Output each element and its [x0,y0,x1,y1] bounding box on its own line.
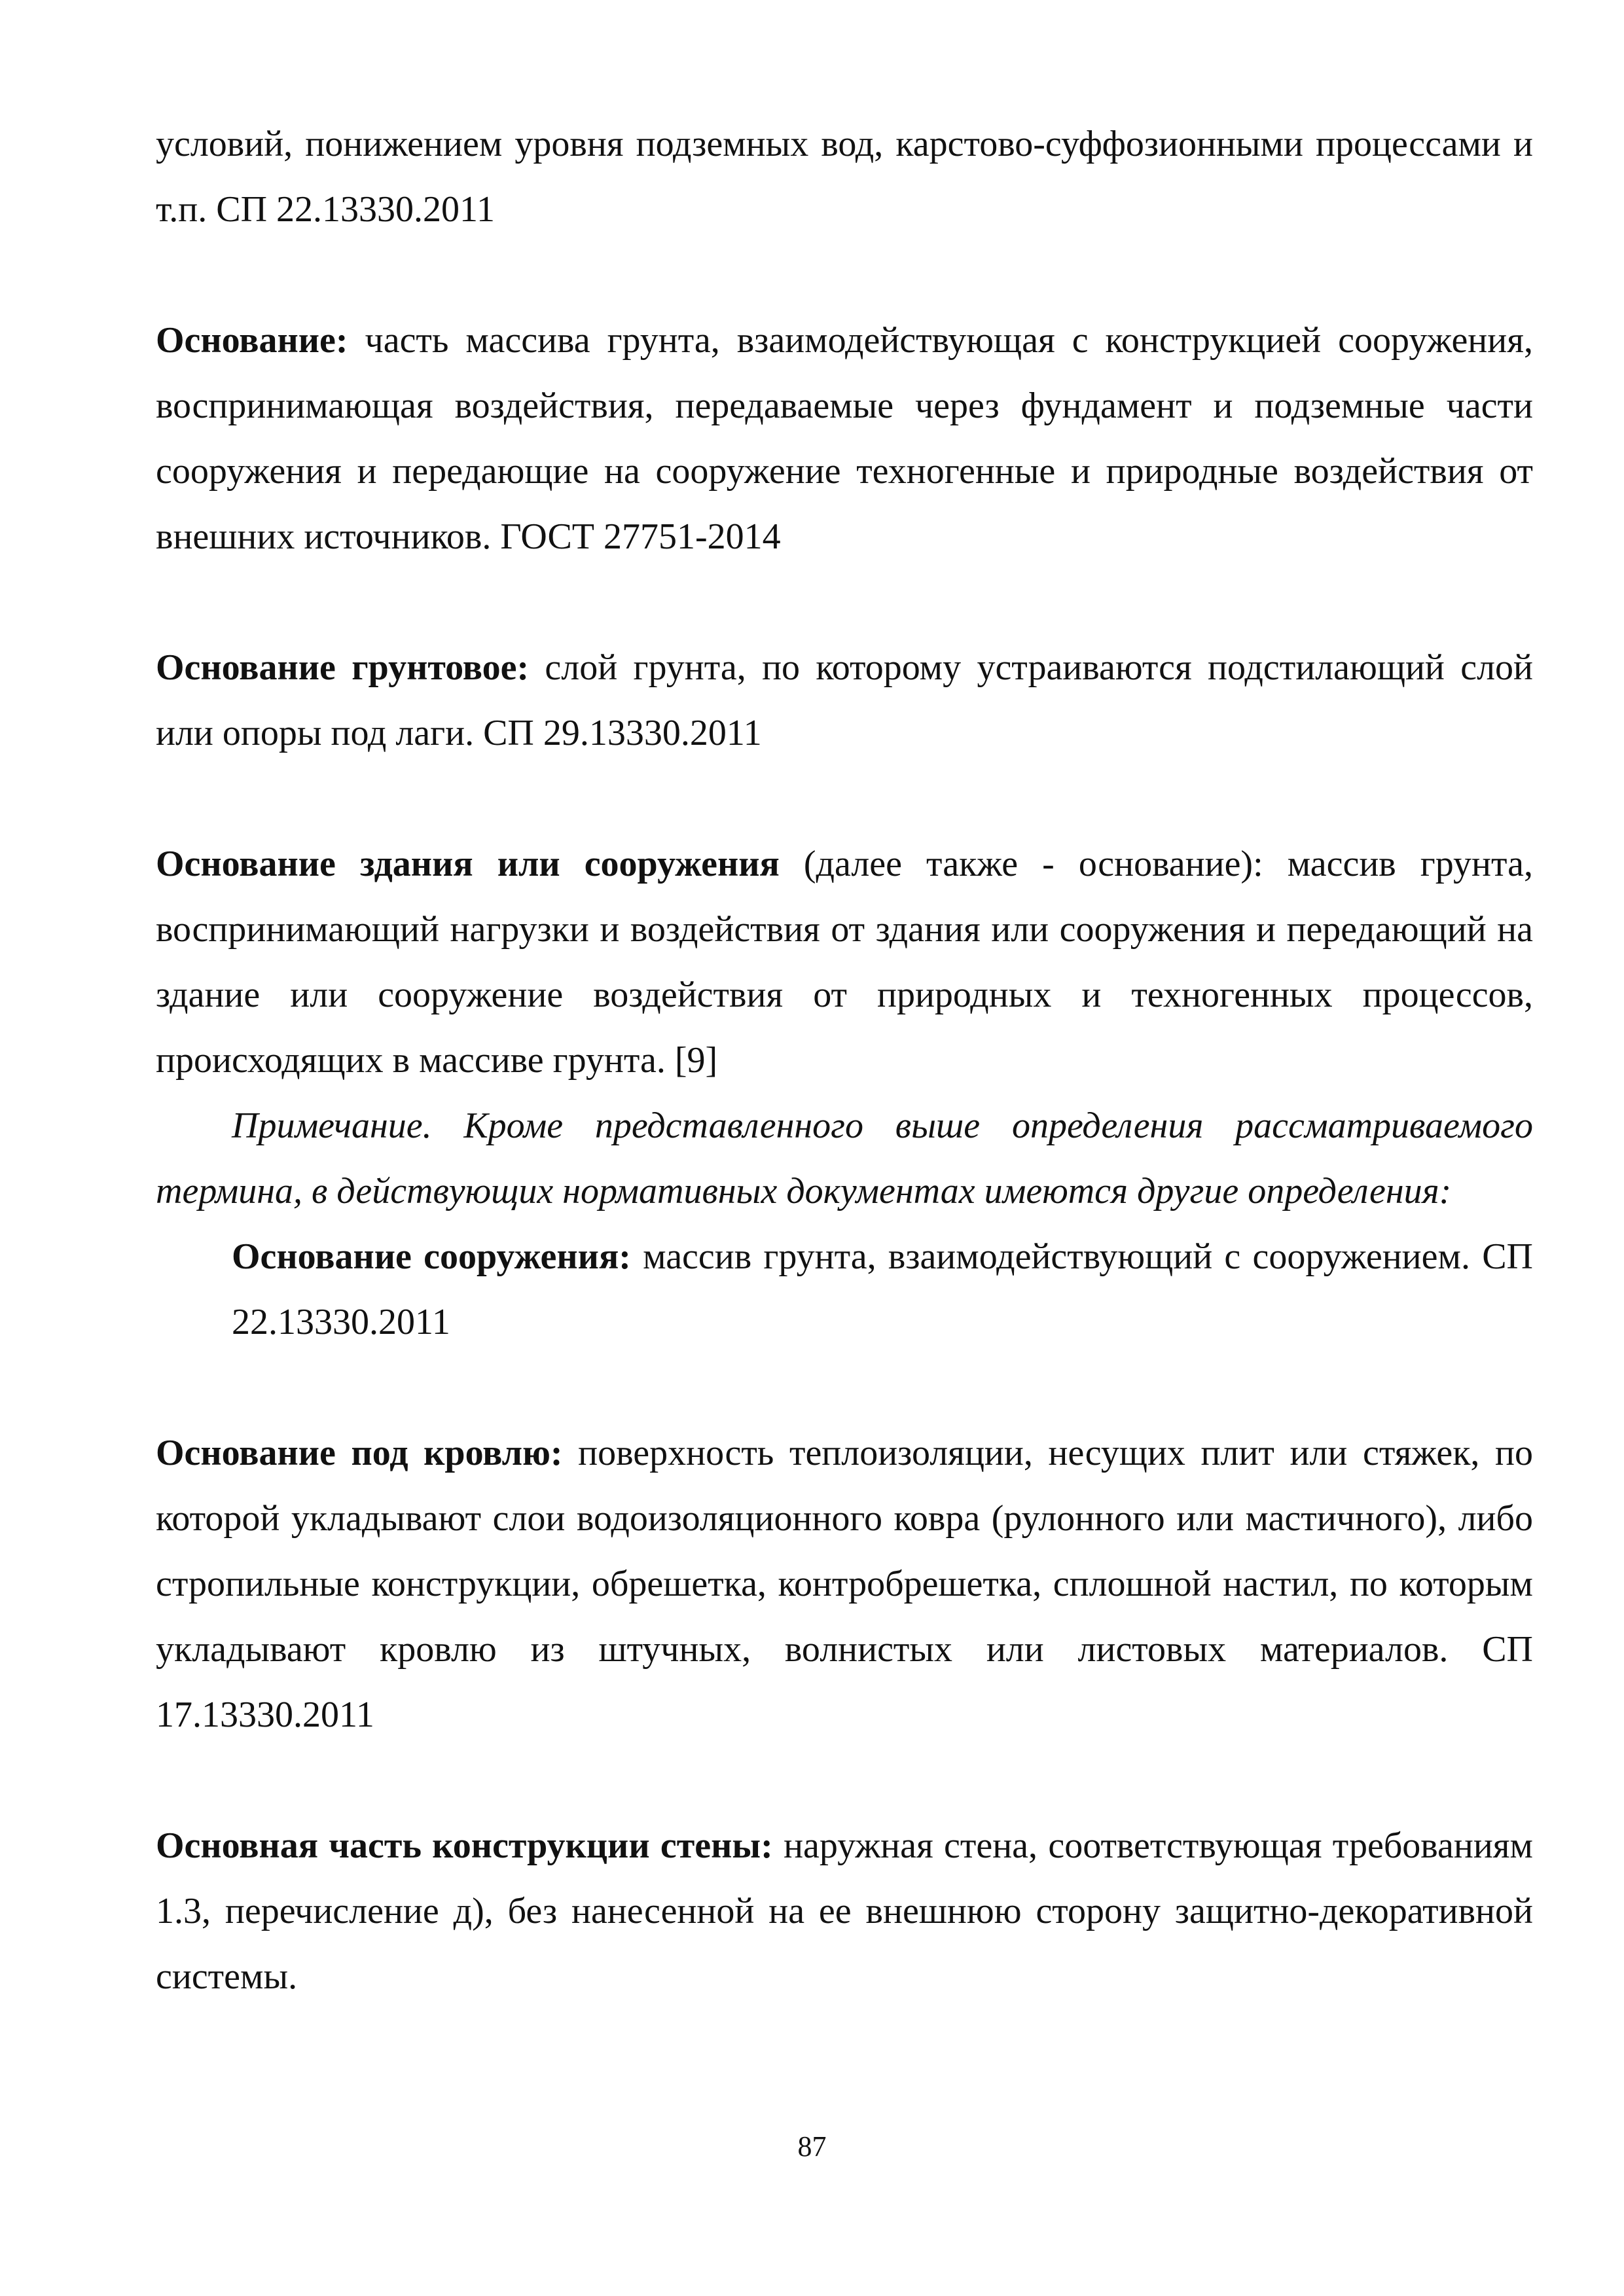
continuation-text: условий, понижением уровня подземных вод, карстово-суффозионными процессами и т.п. СП 22.13330.2011 [156,124,1533,230]
term-osnovanie-gruntovoe: Основание грунтовое: [156,647,530,688]
definition-text-osnovanie: часть массива грунта, взаимодействующая с конструкцией сооружения, воспринимающая воздействия, передаваемые через фундамент и подземные части сооружения и передающие на сооружение техногенные и природные воздействия от внешних источников. ГОСТ 27751-2014 [156,320,1533,557]
page-body [156,111,1533,2075]
definition-osnovnaya-chast-steny [156,1813,1533,2009]
term-osnovanie-zdaniya: Основание здания или сооружения [156,844,780,884]
term-osnovanie: Основание: [156,320,348,361]
definition-text-osnovanie-zdaniya: (далее также - основание): массив грунта, воспринимающий нагрузки и воздействия от здания или сооружения и передающий на здание или сооружение воздействия от природных и техногенных процессов, происходящих в массиве грунта. [9] [156,844,1533,1081]
continuation-paragraph [156,111,1533,242]
term-osnovanie-pod-krovlyu: Основание под кровлю: [156,1433,563,1473]
definition-osnovanie-zdaniya [156,831,1533,1355]
definition-main-osnovanie-zdaniya [156,831,1533,1093]
definition-text-osnovnaya-chast-steny: наружная стена, соответствующая требованиям 1.3, перечисление д), без нанесенной на ее внешнюю сторону защитно-декоративной системы. [156,1825,1533,1997]
term-osnovnaya-chast-steny: Основная часть конструкции стены: [156,1825,773,1866]
sub-definition-osnovanie-sooruzheniya [156,1224,1533,1355]
definition-osnovanie-pod-krovlyu [156,1420,1533,1748]
definition-text-osnovanie-gruntovoe: слой грунта, по которому устраиваются подстилающий слой или опоры под лаги. СП 29.13330.2011 [156,647,1533,753]
term-osnovanie-sooruzheniya: Основание сооружения: [232,1236,631,1277]
definition-text-osnovanie-pod-krovlyu: поверхность теплоизоляции, несущих плит или стяжек, по которой укладывают слои водоизоляционного ковра (рулонного или мастичного), либо стропильные конструкции, обрешетка, контробрешетка, сплошной настил, по которым укладывают кровлю из штучных, волнистых или листовых материалов. СП 17.13330.2011 [156,1433,1533,1735]
note-paragraph: Примечание. Кроме представленного выше определения рассматриваемого термина, в действующих нормативных документах имеются другие определения: [156,1105,1533,1211]
definition-osnovanie-gruntovoe [156,635,1533,766]
page-number: 87 [797,2130,827,2162]
definition-osnovanie [156,308,1533,569]
sub-definition-text: массив грунта, взаимодействующий с сооружением. СП 22.13330.2011 [232,1236,1533,1342]
